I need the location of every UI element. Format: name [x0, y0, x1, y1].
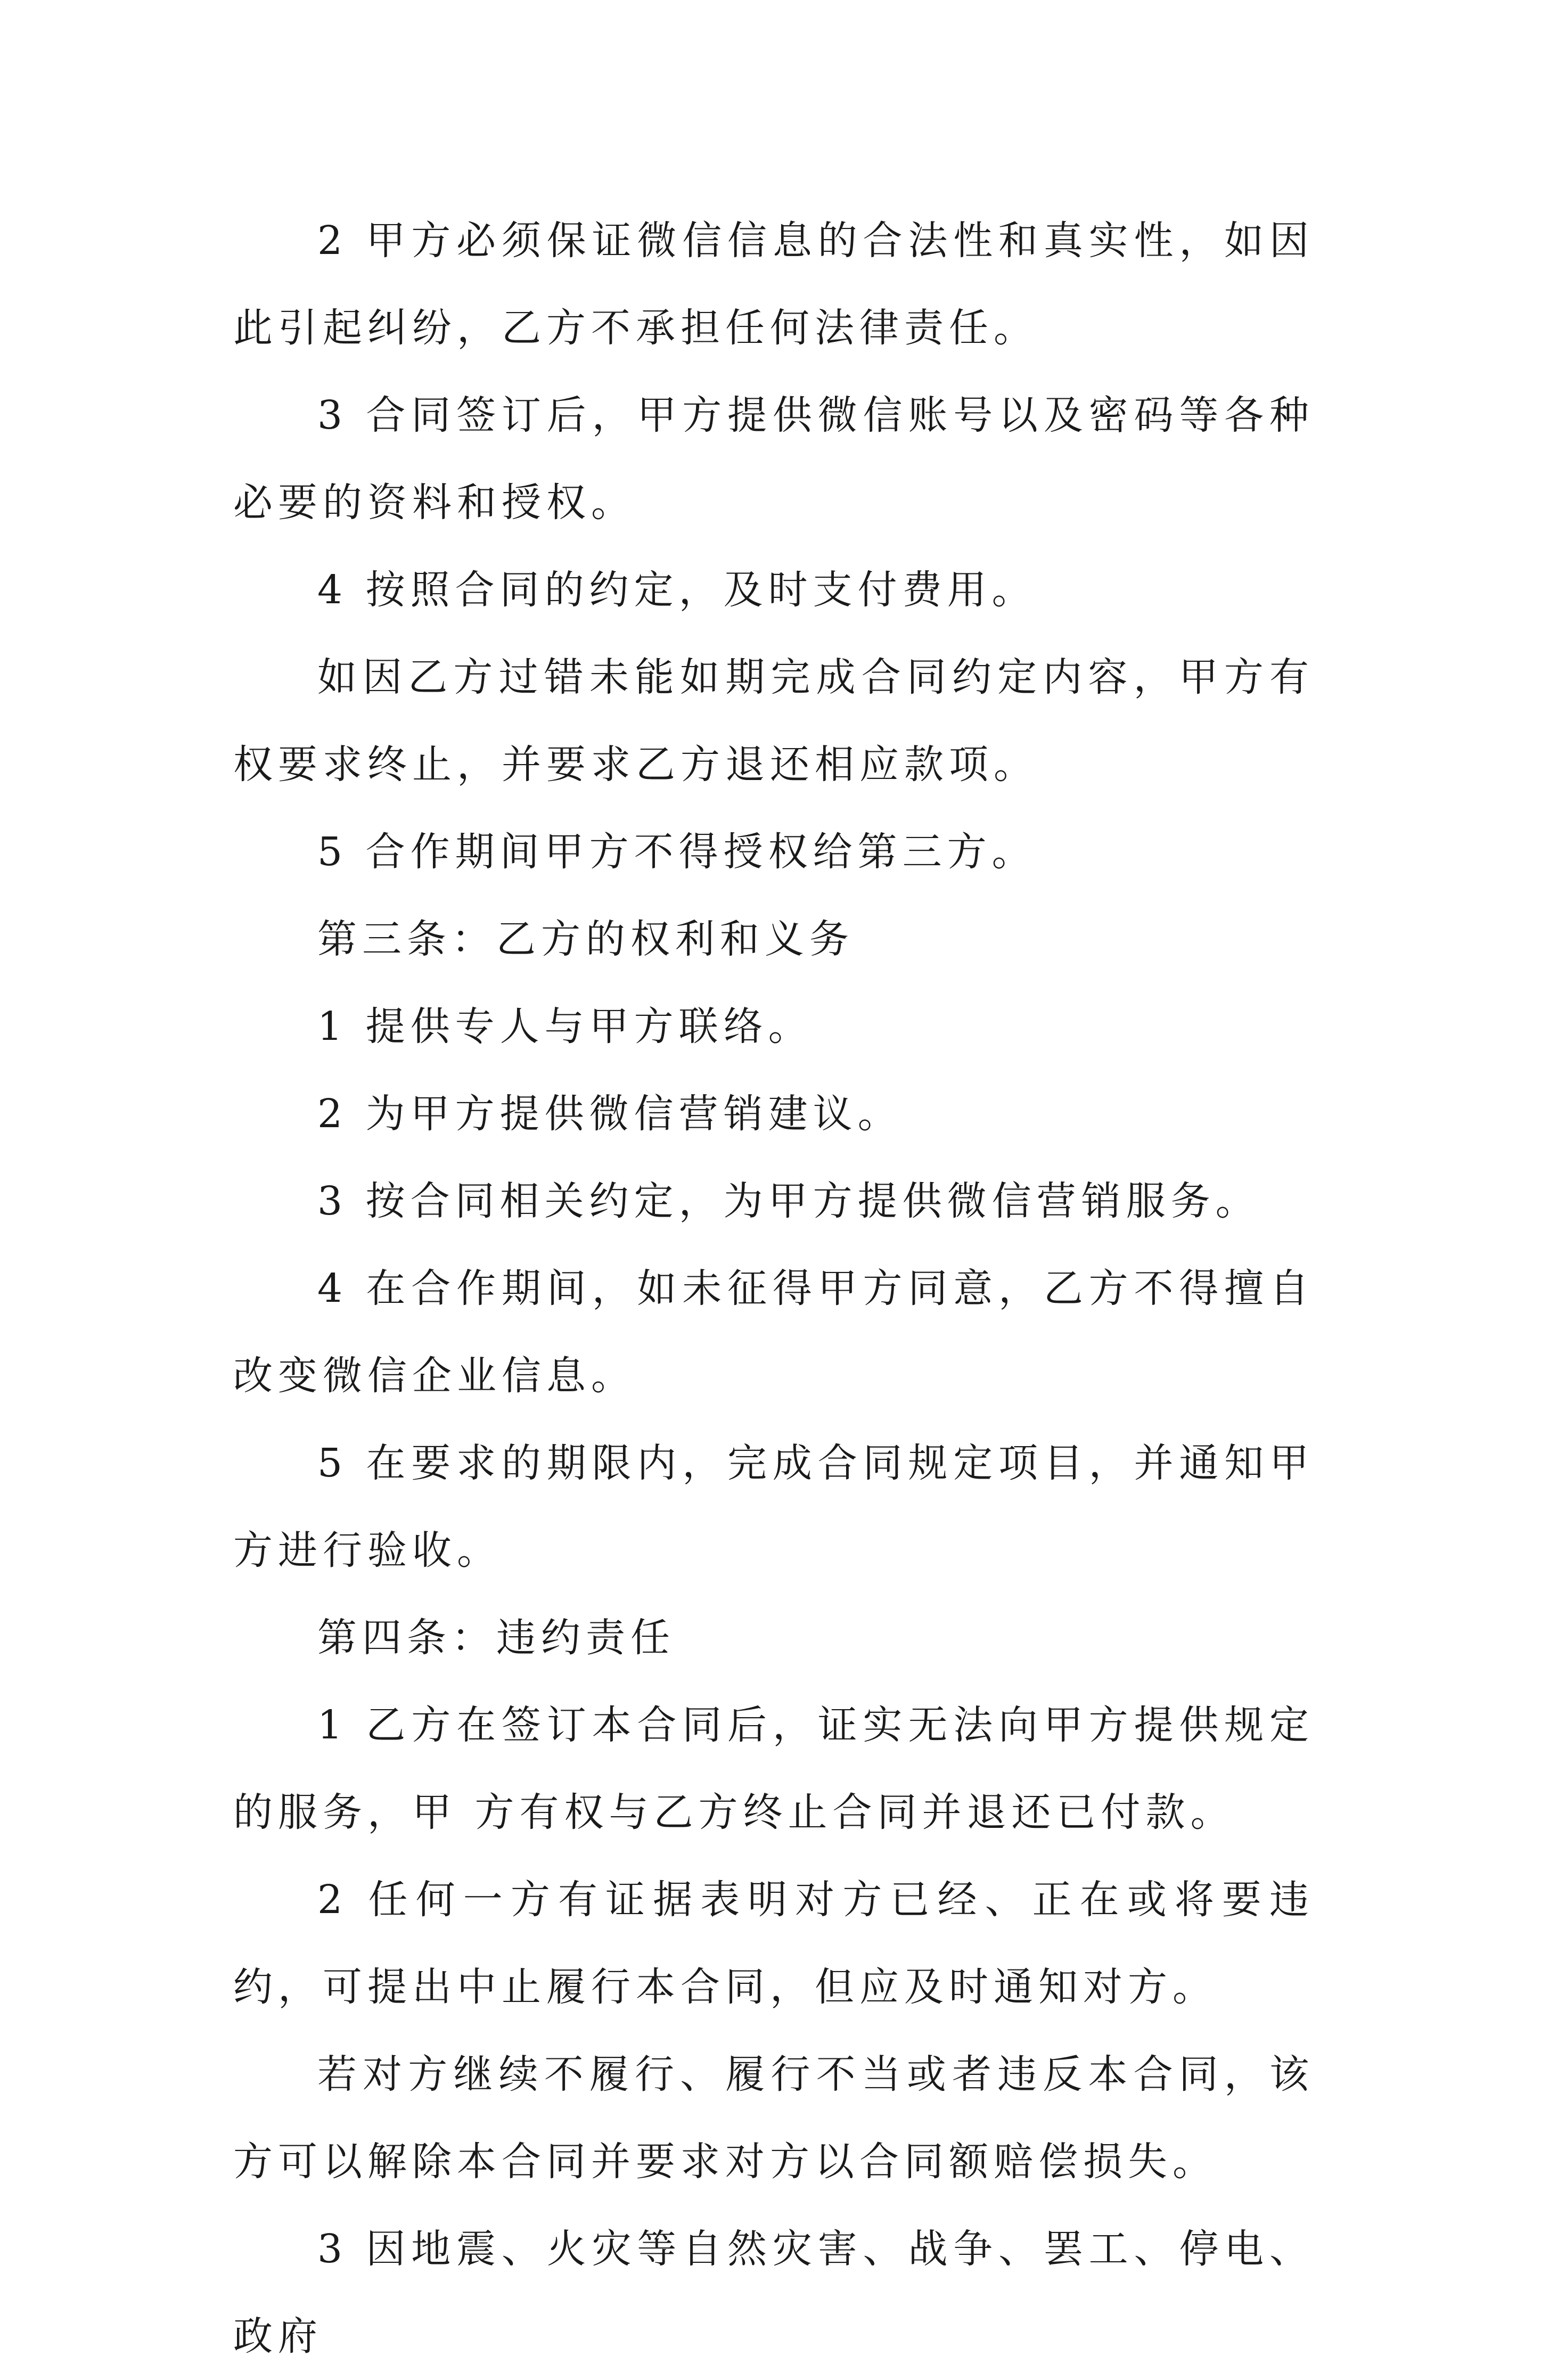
clause-paragraph: 2 为甲方提供微信营销建议。	[317, 1091, 903, 1137]
clause-paragraph: 3 因地震、火灾等自然灾害、战争、罢工、停电、政府	[233, 2226, 1314, 2359]
section-heading: 第三条：乙方的权利和义务	[317, 916, 854, 962]
clause-paragraph: 4 按照合同的约定，及时支付费用。	[317, 567, 1037, 613]
clause-paragraph: 若对方继续不履行、履行不当或者违反本合同，该方可以解除本合同并要求对方以合同额赔偿损失。	[233, 2051, 1314, 2185]
clause-paragraph: 1 提供专人与甲方联络。	[317, 1004, 813, 1049]
clause-paragraph: 2 甲方必须保证微信信息的合法性和真实性，如因此引起纠纷，乙方不承担任何法律责任。	[233, 218, 1314, 351]
clause-paragraph: 4 在合作期间，如未征得甲方同意，乙方不得擅自改变微信企业信息。	[233, 1266, 1314, 1399]
document-body	[233, 197, 1314, 2380]
clause-paragraph: 1 乙方在签订本合同后，证实无法向甲方提供规定的服务，甲 方有权与乙方终止合同并退还已付款。	[233, 1702, 1314, 1835]
clause-paragraph: 如因乙方过错未能如期完成合同约定内容，甲方有权要求终止，并要求乙方退还相应款项。	[233, 654, 1314, 787]
section-heading: 第四条：违约责任	[317, 1615, 675, 1661]
clause-paragraph: 3 合同签订后，甲方提供微信账号以及密码等各种必要的资料和授权。	[233, 392, 1314, 526]
clause-paragraph: 5 在要求的期限内，完成合同规定项目，并通知甲方进行验收。	[233, 1440, 1314, 1573]
clause-paragraph: 5 合作期间甲方不得授权给第三方。	[317, 829, 1037, 875]
clause-paragraph: 2 任何一方有证据表明对方已经、正在或将要违约，可提出中止履行本合同，但应及时通知对方。	[233, 1877, 1314, 2010]
clause-paragraph: 3 按合同相关约定，为甲方提供微信营销服务。	[317, 1178, 1260, 1224]
